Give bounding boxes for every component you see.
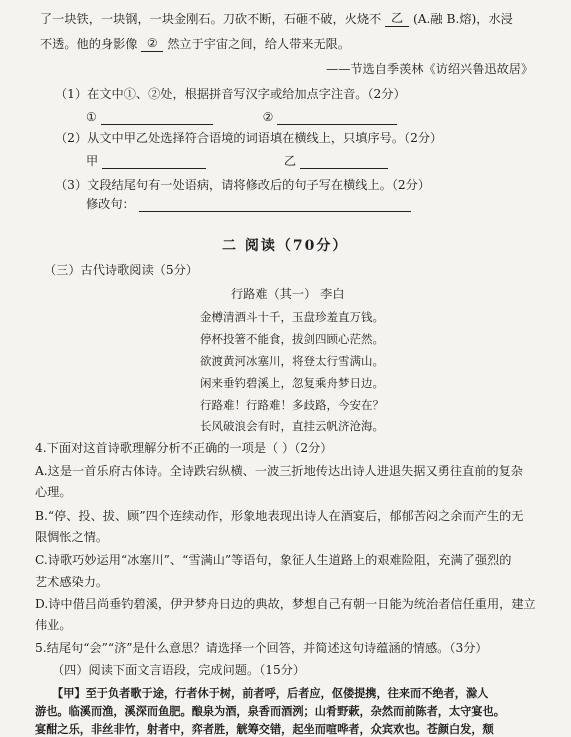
- poem-line: 停杯投箸不能食，拔剑四顾心茫然。: [200, 332, 384, 346]
- question-1: （1）在文中①、②处，根据拼音写汉字或给加点字注音。（2分）: [55, 87, 406, 101]
- option-d-line-1: D.诗中借吕尚垂钓碧溪，伊尹梦舟日边的典故，梦想自己有朝一日能为统治者信任重用，建立: [35, 597, 536, 611]
- blank-yi[interactable]: [385, 10, 409, 27]
- option-a-line-2: 心理。: [35, 485, 72, 499]
- option-a-line-1: A.这是一首乐府古体诗。全诗跌宕纵横、一波三折地传达出诗人进退失据又勇往直前的复杂: [35, 464, 523, 478]
- blank-two[interactable]: [141, 35, 163, 52]
- question-4: 4.下面对这首诗歌理解分析不正确的一项是（ ）（2分）: [35, 441, 333, 455]
- answer-row-3: [86, 196, 411, 212]
- answer-row-2: [86, 153, 388, 169]
- poem-line: 闲来垂钓碧溪上，忽复乘舟梦日边。: [200, 376, 384, 390]
- question-2: （2）从文中甲乙处选择符合语境的词语填在横线上，只填序号。（2分）: [55, 131, 443, 145]
- poem-line: 行路难！行路难！多歧路，今安在？: [200, 398, 384, 412]
- classical-line-2: 游也。临溪而渔，溪深而鱼肥。酿泉为酒，泉香而酒洌；山肴野蔌，杂然而前陈者，太守宴也。: [35, 704, 505, 718]
- passage-text: 然立于宇宙之间，给人带来无限。: [167, 37, 351, 51]
- passage-text: 不透。他的身影像: [40, 37, 138, 51]
- section-title: 二 阅读（70分）: [222, 238, 349, 254]
- answer-blank[interactable]: [300, 168, 388, 169]
- subsection-4-title: （四）阅读下面文言语段，完成问题。（15分）: [52, 663, 306, 677]
- answer-label: ②: [262, 110, 274, 124]
- poem-title: 行路难（其一） 李白: [231, 287, 345, 301]
- option-c-line-1: C.诗歌巧妙运用“冰塞川”、“雪满山”等语句，象征人生道路上的艰难险阻，充满了强烈的: [35, 553, 512, 567]
- answer-blank[interactable]: [277, 124, 397, 125]
- answer-blank[interactable]: [139, 211, 411, 212]
- passage-line-2: [40, 35, 350, 52]
- option-d-line-2: 伟业。: [35, 618, 72, 632]
- passage-options: (A.融 B.熔)，水浸: [413, 12, 513, 26]
- passage-line-1: [40, 10, 513, 27]
- blank-mark: 乙: [391, 11, 404, 25]
- poem-line: 金樽清酒斗十千，玉盘珍羞直万钱。: [200, 310, 384, 324]
- classical-line-1: 【甲】至于负者歌于途，行者休于树，前者呼，后者应，伛偻提携，往来而不绝者，滁人: [52, 686, 489, 700]
- question-5: 5.结尾句“会”“济”是什么意思？请选择一个回答，并简述这句诗蕴涵的情感。（3分）: [35, 641, 488, 655]
- classical-line-3: 宴酣之乐，非丝非竹，射者中，弈者胜，觥筹交错，起坐而喧哗者，众宾欢也。苍颜白发，颓: [35, 722, 494, 736]
- answer-blank[interactable]: [101, 124, 213, 125]
- subsection-3-title: （三）古代诗歌阅读（5分）: [44, 263, 199, 277]
- answer-label: 修改句：: [86, 197, 135, 211]
- answer-row-1: [86, 109, 397, 125]
- blank-mark: ②: [146, 36, 158, 50]
- option-b-line-1: B.“停、投、拔、顾”四个连续动作，形象地表现出诗人在酒宴后，郁郁苦闷之余而产生的无: [35, 509, 524, 523]
- answer-label: ①: [86, 110, 97, 124]
- answer-blank[interactable]: [102, 168, 206, 169]
- question-3: （3）文段结尾句有一处语病，请将修改后的句子写在横线上。（2分）: [55, 178, 431, 192]
- poem-line: 欲渡黄河冰塞川，将登太行雪满山。: [200, 354, 384, 368]
- answer-label: 乙: [283, 154, 296, 168]
- option-c-line-2: 艺术感染力。: [35, 575, 109, 589]
- passage-text: 了一块铁，一块钢，一块金刚石。刀砍不断，石砸不破，火烧不: [40, 12, 382, 26]
- passage-source: ——节选自季羡林《访绍兴鲁迅故居》: [326, 62, 534, 76]
- option-b-line-2: 限惆怅之情。: [35, 530, 109, 544]
- poem-line: 长风破浪会有时，直挂云帆济沧海。: [200, 419, 384, 433]
- answer-label: 甲: [86, 154, 99, 168]
